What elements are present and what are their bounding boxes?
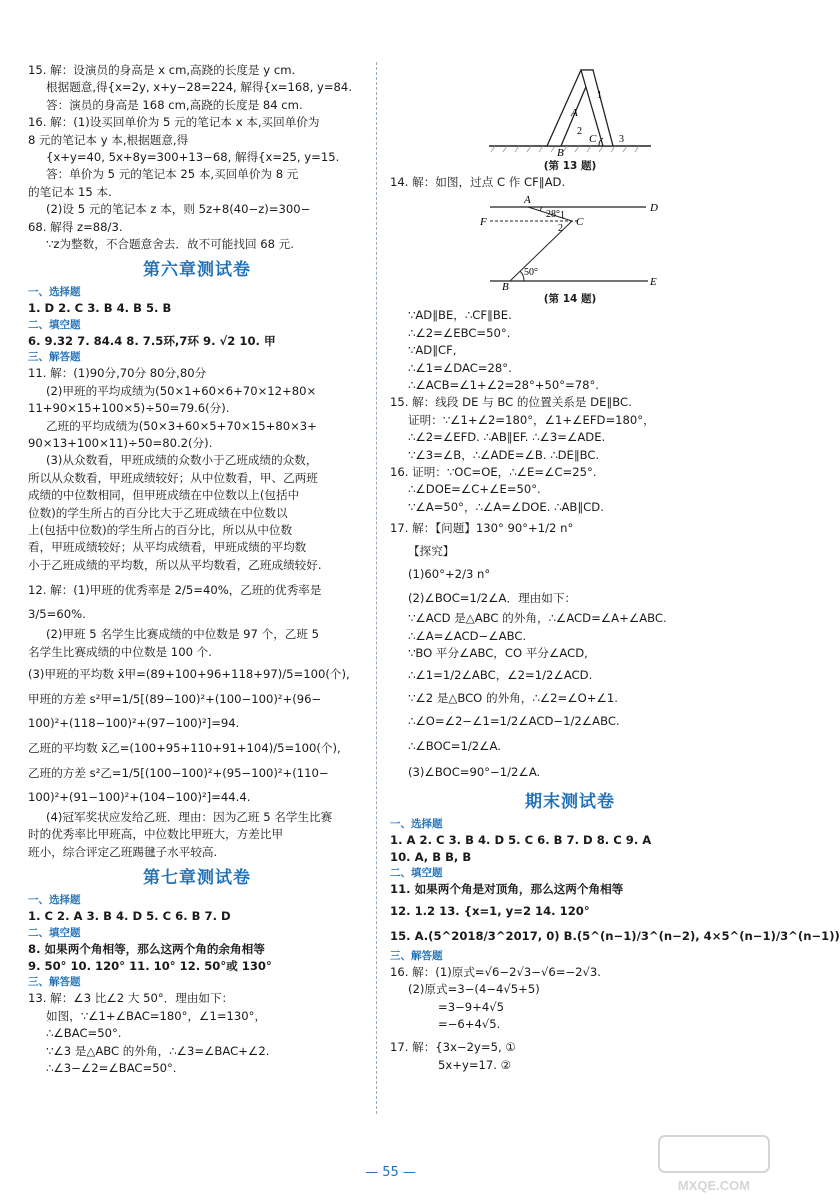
text-line: (3)∠BOC=90°−1/2∠A. [408, 764, 541, 779]
text-line: ∵∠3=∠B，∴∠ADE=∠B. ∴DE∥BC. [408, 447, 600, 462]
section-heading: 一、选择题 [28, 894, 81, 907]
text-line: 答：演员的身高是 168 cm,高跷的长度是 84 cm. [46, 97, 303, 112]
q14-solution [390, 307, 750, 394]
text-line: 班小，综合评定乙班踢毽子水平较高. [28, 844, 218, 859]
text-line: 时的优秀率比甲班高，中位数比甲班大，方差比甲 [28, 827, 284, 842]
answer-line: 11. 如果两个角是对顶角，那么这两个角相等 [390, 882, 624, 897]
answer-line: 1. A 2. C 3. B 4. D 5. C 6. B 7. D 8. C 9. A [390, 832, 652, 847]
text-line: ∵AD∥CF, [408, 343, 457, 358]
text-line: (1)60°+2/3 n° [408, 567, 491, 582]
label-A: A [571, 107, 578, 119]
text-line: 上(包括中位数)的学生所占的百分比，所以从中位数 [28, 522, 293, 537]
label-1: 1 [560, 210, 565, 222]
label-2: 2 [558, 223, 563, 235]
figure-14-caption: (第 14 题) [543, 293, 597, 306]
section-heading: 二、填空题 [28, 926, 81, 939]
text-line: 如图，∵∠1+∠BAC=180°，∠1=130°， [46, 1008, 267, 1023]
final-exam-answers [390, 817, 840, 1075]
text-line: ∵∠A=50°，∴∠A=∠DOE. ∴AB∥CD. [408, 499, 604, 514]
label-E: E [650, 276, 657, 289]
text-line: 位数)的学生所占的百分比大于乙班成绩在中位数以 [28, 505, 288, 520]
label-angle-50: 50° [524, 267, 538, 279]
text-line: 证明：∵∠1+∠2=180°，∠1+∠EFD=180°， [408, 412, 655, 427]
svg-text:MXQE.COM: MXQE.COM [677, 1178, 751, 1193]
text-line: 答：单价为 5 元的笔记本 25 本,买回单价为 8 元 [46, 167, 299, 182]
text-line: 根据题意,得{x=2y, x+y−28=224, 解得{x=168, y=84. [46, 80, 352, 95]
label-B: B [502, 281, 509, 294]
text-line: 68. 解得 z=88/3. [28, 219, 123, 234]
text-line: ∴∠2=∠EFD. ∴AB∥EF. ∴∠3=∠ADE. [408, 430, 606, 445]
q13-solution [28, 990, 366, 1077]
label-angle-28: 28° [546, 209, 560, 221]
text-line: ∴∠BAC=50°. [46, 1026, 122, 1041]
text-line: 8 元的笔记本 y 本,根据题意,得 [28, 132, 189, 147]
text-line: ∴∠O=∠2−∠1=1/2∠ACD−1/2∠ABC. [408, 713, 620, 728]
figure-13 [485, 62, 655, 158]
final-exam-title: 期末测试卷 [525, 791, 615, 812]
final-q17 [390, 1039, 750, 1074]
text-line: 3/5=60%. [28, 607, 86, 622]
angle-arc [540, 207, 542, 211]
text-line: 小于乙班成绩的平均数，所以从平均数看，乙班成绩较好. [28, 557, 322, 572]
text-line: {x+y=40, 5x+8y=300+13−68, 解得{x=25, y=15. [46, 150, 340, 165]
label-1: 1 [597, 90, 602, 101]
label-D: D [650, 202, 658, 215]
text-line: 甲班的方差 s²甲=1/5[(89−100)²+(100−100)²+(96− [28, 691, 322, 706]
text-line: ∴∠BOC=1/2∠A. [408, 738, 501, 753]
answer-line: 1. D 2. C 3. B 4. B 5. B [28, 301, 172, 316]
text-line: 11+90×15+100×5)÷50=79.6(分). [28, 401, 230, 416]
right-column [390, 62, 840, 1074]
section-heading: 三、解答题 [28, 351, 81, 364]
label-B: B [557, 147, 564, 159]
text-line: 的笔记本 15 本. [28, 184, 112, 199]
text-line: ∵∠3 是△ABC 的外角，∴∠3=∠BAC+∠2. [46, 1043, 270, 1058]
text-line: (3)甲班的平均数 x̄甲=(89+100+96+118+97)/5=100(个), [28, 666, 350, 681]
section-heading: 三、解答题 [390, 949, 443, 962]
text-line: ∴∠ACB=∠1+∠2=28°+50°=78°. [408, 378, 599, 393]
text-line: ∵∠ACD 是△ABC 的外角，∴∠ACD=∠A+∠ABC. [408, 611, 667, 626]
figure-14 [480, 191, 660, 294]
section-heading: 二、填空题 [390, 867, 443, 880]
text-line: ∴∠2=∠EBC=50°. [408, 325, 511, 340]
text-line: ∴∠1=1/2∠ABC，∠2=1/2∠ACD. [408, 667, 593, 682]
text-line: 名学生比赛成绩的中位数是 100 个. [28, 644, 212, 659]
section-heading: 二、填空题 [28, 318, 81, 331]
q15-solution [28, 62, 366, 114]
final-q16 [390, 964, 750, 1034]
text-line: ∴∠1=∠DAC=28°. [408, 360, 512, 375]
q14-heading: 14. 解：如图，过点 C 作 CF∥AD. [390, 175, 566, 189]
q15-solution [390, 394, 750, 464]
answer-line: 10. A, B B, B [390, 849, 472, 864]
column-divider [376, 62, 377, 1114]
text-line: 5x+y=17. ② [438, 1057, 512, 1072]
text-line: (3)从众数看，甲班成绩的众数小于乙班成绩的众数， [46, 453, 318, 468]
text-line: (2)甲班的平均成绩为(50×1+60×6+70×12+80× [46, 383, 317, 398]
text-line: ∵∠2 是△BCO 的外角，∴∠2=∠O+∠1. [408, 690, 618, 705]
label-3: 3 [619, 134, 624, 145]
text-line: (2)甲班 5 名学生比赛成绩的中位数是 97 个，乙班 5 [46, 627, 320, 642]
text-line: ∵z为整数，不合题意舍去．故不可能找回 68 元. [46, 237, 294, 252]
text-line: 【探究】 [408, 544, 455, 559]
left-column [28, 62, 366, 1077]
text-line: ∵BO 平分∠ABC，CO 平分∠ACD, [408, 646, 588, 661]
text-line: 11. 解：(1)90分,70分 80分,80分 [28, 366, 207, 381]
text-line: (4)冠军奖状应发给乙班．理由：因为乙班 5 名学生比赛 [46, 809, 333, 824]
text-line: 乙班的平均数 x̄乙=(100+95+110+91+104)/5=100(个), [28, 740, 341, 755]
text-line: =3−9+4√5 [438, 999, 505, 1014]
text-line: 成绩的中位数相同，但甲班成绩在中位数以上(包括中 [28, 488, 300, 503]
q17-solution [390, 516, 750, 784]
text-line: 12. 解：(1)甲班的优秀率是 2/5=40%，乙班的优秀率是 [28, 583, 322, 598]
text-line: 15. 解：设演员的身高是 x cm,高跷的长度是 y cm. [28, 63, 296, 77]
text-line: 乙班的平均成绩为(50×3+60×5+70×15+80×3+ [46, 418, 317, 433]
text-line: ∴∠DOE=∠C+∠E=50°. [408, 482, 541, 497]
text-line: 100)²+(91−100)²+(104−100)²]=44.4. [28, 789, 251, 804]
watermark-logo [655, 1132, 773, 1196]
ground-hatching [491, 146, 639, 152]
q16-proof [390, 464, 750, 516]
label-C: C [589, 133, 597, 145]
text-line: 所以从众数看，甲班成绩较好；从中位数看，甲、乙两班 [28, 470, 318, 485]
label-F: F [480, 216, 487, 229]
text-line: =−6+4√5. [438, 1016, 501, 1031]
q11-solution [28, 365, 366, 574]
text-line: 16. 解：(1)原式=√6−2√3−√6=−2√3. [390, 964, 601, 979]
text-line: ∴∠3−∠2=∠BAC=50°. [46, 1061, 177, 1076]
text-line: 17. 解：{3x−2y=5, ① [390, 1040, 516, 1055]
answer-line: 9. 50° 10. 120° 11. 10° 12. 50°或 130° [28, 959, 272, 973]
label-C: C [576, 216, 584, 229]
text-line: 17. 解：【问题】130° 90°+1/2 n° [390, 521, 574, 536]
text-line: 16. 解：(1)设买回单价为 5 元的笔记本 x 本,买回单价为 [28, 115, 320, 130]
leaning-board [581, 70, 613, 146]
figure-13-caption: (第 13 题) [543, 160, 597, 172]
text-line: (2)∠BOC=1/2∠A．理由如下： [408, 591, 577, 606]
text-line: ∵AD∥BE，∴CF∥BE. [408, 308, 512, 323]
text-line: 13. 解：∠3 比∠2 大 50°．理由如下： [28, 991, 234, 1006]
text-line: 看，甲班成绩较好；从平均成绩看，甲班成绩的平均数 [28, 540, 307, 555]
text-line: 15. 解：线段 DE 与 BC 的位置关系是 DE∥BC. [390, 395, 632, 410]
answer-line: 12. 1.2 13. {x=1, y=2 14. 120° [390, 903, 590, 918]
chapter7-title: 第七章测试卷 [143, 868, 251, 889]
text-line: 16. 证明：∵OC=OE，∴∠E=∠C=25°. [390, 465, 597, 480]
label-2: 2 [577, 126, 582, 137]
text-line: (2)设 5 元的笔记本 z 本，则 5z+8(40−z)=300− [46, 202, 311, 217]
page-number: — 55 — [365, 1165, 416, 1180]
q16-solution [28, 114, 366, 253]
answer-line: 6. 9.32 7. 84.4 8. 7.5环,7环 9. √2 10. 甲 [28, 333, 276, 348]
q12-solution [28, 578, 366, 861]
chapter6-answers [28, 285, 366, 861]
label-A: A [524, 194, 531, 207]
section-heading: 三、解答题 [28, 976, 81, 989]
text-line: ∴∠A=∠ACD−∠ABC. [408, 628, 527, 643]
text-line: (2)原式=3−(4−4√5+5) [408, 982, 540, 997]
text-line: 乙班的方差 s²乙=1/5[(100−100)²+(95−100)²+(110− [28, 765, 329, 780]
section-heading: 一、选择题 [28, 286, 81, 299]
chapter6-title: 第六章测试卷 [143, 260, 251, 281]
text-line: 90×13+100×11)÷50=80.2(分). [28, 435, 213, 450]
answer-line: 8. 如果两个角相等，那么这两个角的余角相等 [28, 941, 265, 956]
text-line: 100)²+(118−100)²+(97−100)²]=94. [28, 715, 240, 730]
answer-line: 1. C 2. A 3. B 4. D 5. C 6. B 7. D [28, 909, 231, 924]
answer-line: 15. A.(5^2018/3^2017, 0) B.(5^(n−1)/3^(n−2), 4×5^(n−1)/3^(n−1)) [390, 928, 840, 943]
section-heading: 一、选择题 [390, 817, 443, 830]
chapter7-answers [28, 893, 366, 1077]
